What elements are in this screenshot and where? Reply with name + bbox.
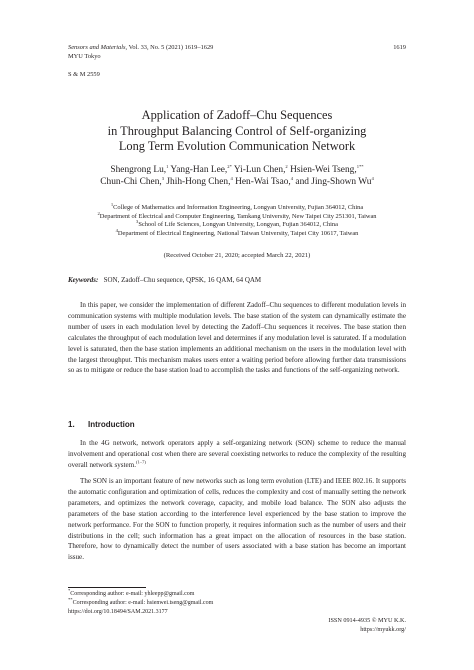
- title-line-3: Long Term Evolution Communication Network: [118, 139, 356, 154]
- affiliation-sup: 3: [136, 219, 139, 225]
- author-sup: 4: [290, 176, 294, 182]
- affiliation-3: [0, 221, 474, 230]
- keywords-text: SON, Zadoff–Chu sequence, QPSK, 16 QAM, 64 QAM: [103, 276, 262, 284]
- title-line-1: Application of Zadoff–Chu Sequences: [141, 108, 333, 122]
- journal-name: Sensors and Materials: [68, 44, 126, 51]
- issn: ISSN 0914-4935 © MYU K.K.: [328, 617, 406, 624]
- received-dates: (Received October 21, 2020; accepted March 22, 2021): [163, 252, 311, 259]
- affiliations: [0, 201, 474, 239]
- section-number: 1.: [68, 420, 75, 429]
- doi-link[interactable]: https://doi.org/10.18494/SAM.2021.3177: [68, 609, 168, 615]
- author-list: [0, 164, 474, 188]
- section-heading: [68, 420, 135, 429]
- affiliation-text: Department of Electrical and Computer Engineering, Tamkang University, New Taipei City 251301, Taiwan: [99, 212, 377, 220]
- author: Yi-Lun Chen,: [231, 165, 286, 175]
- author-sup: 2: [285, 163, 288, 169]
- affiliation-1: [0, 201, 474, 213]
- publisher-site-link[interactable]: https://myukk.org/: [360, 626, 406, 633]
- affiliation-text: Department of Electrical Engineering, National Taiwan University, Taipei City 10617, Taiwan: [117, 230, 359, 238]
- abstract: In this paper, we consider the implementation of different Zadoff–Chu sequences to different modulation levels in communication systems with multiple modulation levels. The base station of the system can dynamically estimate the number of users in each modulation level by detecting the Zadoff–Chu sequences it receives. The base station then calculates the throughput of each modulation level and determines if any modulation level is saturated. If a modulation level is saturated, then the base station implements an additional mechanism on the users in the modulation level with the largest throughput. This mechanism makes users enter a waiting period before allowing further data transmissions so as to mitigate or reduce the base station load to accomplish the tasks and functions of the self-organizing network.: [68, 301, 406, 375]
- keywords-label: Keywords:: [68, 276, 99, 284]
- intro-paragraph-1: [68, 438, 406, 471]
- affiliation-text: College of Mathematics and Information Engineering, Longyan University, Fujian 364012, China: [113, 204, 364, 211]
- author: Hsien-Wei Tseng,: [287, 165, 357, 175]
- author: Jhih-Hong Chen,: [164, 177, 231, 188]
- publisher: MYU Tokyo: [68, 53, 101, 60]
- author-sup: 3: [161, 176, 165, 182]
- footnote-rule: [68, 587, 146, 588]
- affiliation-sup: 4: [115, 227, 118, 233]
- footnote-1: [68, 590, 194, 598]
- author: Hen-Wai Tsao,: [232, 177, 291, 188]
- footnote-mark: **: [68, 597, 73, 602]
- journal-citation: [68, 44, 213, 52]
- author: Yang-Han Lee,: [168, 165, 228, 175]
- title-line-2: in Throughput Balancing Control of Self-organizing: [107, 123, 367, 138]
- affiliation-sup: 1: [110, 201, 114, 207]
- author-sup: 1**: [356, 163, 364, 169]
- journal-volume: , Vol. 33, No. 5 (2021) 1619–1629: [125, 44, 214, 51]
- paper-title: [0, 108, 474, 155]
- author: and Jing-Shown Wu: [293, 177, 372, 188]
- keywords: [68, 276, 406, 285]
- footnote-mark: *: [68, 588, 71, 593]
- affiliation-text: School of Life Sciences, Longyan University, Longyan, Fujian 364012, China: [138, 221, 338, 229]
- intro-text: In the 4G network, network operators apply a self-organizing network (SON) scheme to reduce the manual involvement and operational cost when there are several coexisting networks to reduce the complexity of the resulting overall network system.: [68, 439, 406, 469]
- section-title: Introduction: [88, 420, 135, 429]
- citation-ref: (1–7): [135, 459, 146, 465]
- author: Chun-Chi Chen,: [100, 177, 162, 188]
- author-sup: 4: [230, 176, 233, 182]
- footnote-2: [68, 599, 213, 607]
- sm-id: S & M 2559: [68, 71, 100, 78]
- author-line-2: [0, 176, 474, 188]
- affiliation-4: [0, 227, 474, 239]
- footnote-text: Corresponding author: e-mail: yhleepp@gmail.com: [70, 591, 195, 597]
- author-line-1: [0, 164, 474, 176]
- intro-paragraph-2: The SON is an important feature of new networks such as long term evolution (LTE) and IEEE 802.16. It supports the automatic configuration and optimization of cells, reduces the complexity and cost of manually setting the network parameters, and optimizes the network coverage, capacity, and mobile load balance. The SON also adjusts the parameters of the base station according to the interference level experienced by the base station to improve the network performance. For the SON to function properly, it requires information such as the number of users and their distributions in the cell; such information has a great impact on the allocation of resources in the base station. Therefore, how to dynamically detect the number of users associated with a base station has become an important issue.: [68, 477, 406, 562]
- page-number: 1619: [393, 44, 406, 51]
- author: Shengrong Lu,: [110, 165, 167, 175]
- author-sup: 4: [371, 176, 374, 182]
- affiliation-sup: 2: [97, 210, 100, 216]
- author-sup: 2*: [227, 163, 232, 169]
- author-sup: 1: [166, 163, 169, 169]
- footnote-text: Corresponding author: e-mail: hsienwei.tseng@gmail.com: [72, 600, 214, 606]
